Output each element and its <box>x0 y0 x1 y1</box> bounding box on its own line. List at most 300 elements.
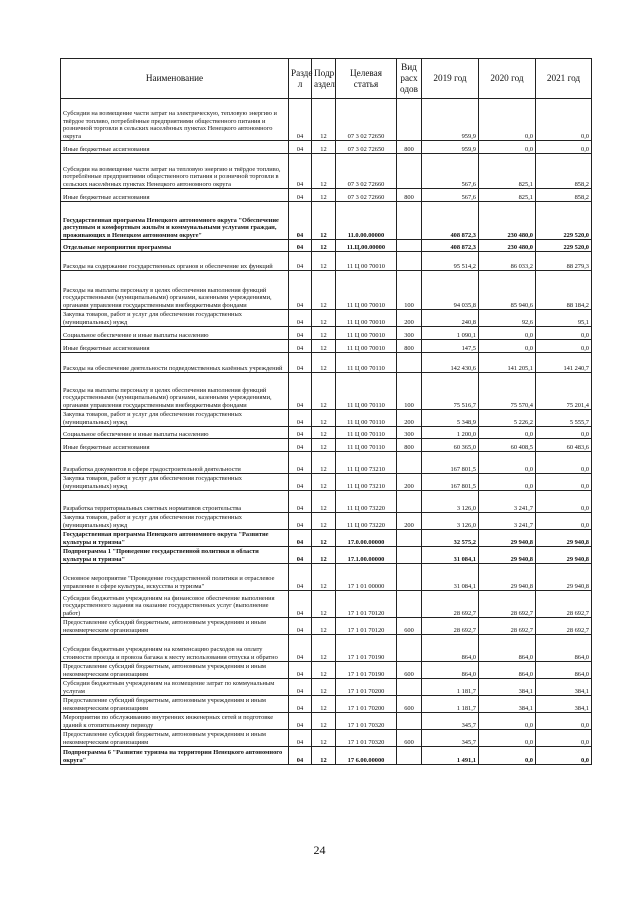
row-name: Расходы на выплаты персоналу в целях обеспечения выполнения функций государственными (муниципальными) органами, казенными учреждениями, органами управления государственными внебюджетными фондами <box>61 373 289 410</box>
row-value-2019: 31 084,1 <box>422 547 479 564</box>
row-value-2021: 0,0 <box>536 427 592 439</box>
row-podrazdel: 12 <box>312 513 336 530</box>
row-value-2019: 167 801,5 <box>422 452 479 474</box>
row-target-article: 11.Ц.00.00000 <box>336 240 397 252</box>
row-expense-type: 600 <box>397 618 422 635</box>
row-value-2020: 29 940,8 <box>479 564 536 591</box>
row-expense-type: 600 <box>397 662 422 679</box>
row-target-article: 17.0.00.00000 <box>336 530 397 547</box>
row-podrazdel: 12 <box>312 340 336 353</box>
row-value-2019: 75 516,7 <box>422 373 479 410</box>
row-value-2019: 864,0 <box>422 662 479 679</box>
row-target-article: 17 1 01 70120 <box>336 591 397 618</box>
row-value-2021: 60 483,6 <box>536 439 592 452</box>
row-value-2019: 567,6 <box>422 154 479 189</box>
row-value-2019: 864,0 <box>422 635 479 662</box>
row-razdel: 04 <box>289 427 312 439</box>
row-value-2021: 75 201,4 <box>536 373 592 410</box>
table-row <box>61 530 592 547</box>
row-target-article: 07 3 02 72660 <box>336 189 397 202</box>
row-podrazdel: 12 <box>312 618 336 635</box>
row-value-2020: 0,0 <box>479 141 536 154</box>
row-value-2021: 0,0 <box>536 141 592 154</box>
row-razdel: 04 <box>289 513 312 530</box>
row-expense-type: 200 <box>397 310 422 327</box>
row-razdel: 04 <box>289 474 312 491</box>
table-row <box>61 202 592 240</box>
row-expense-type <box>397 713 422 730</box>
row-value-2021: 29 940,8 <box>536 547 592 564</box>
table-row <box>61 439 592 452</box>
row-value-2019: 959,9 <box>422 141 479 154</box>
row-expense-type <box>397 564 422 591</box>
row-expense-type: 100 <box>397 271 422 310</box>
row-podrazdel: 12 <box>312 713 336 730</box>
row-name: Субсидии на возмещение части затрат на электрическую, тепловую энергию и твёрдое топливо, потреблённые предприятиями общественного питания и розничной торговли в сельских населённых пунктах Ненецкого автономного округа <box>61 99 289 141</box>
row-razdel: 04 <box>289 327 312 340</box>
row-target-article: 07 3 02 72660 <box>336 154 397 189</box>
row-expense-type: 200 <box>397 474 422 491</box>
row-value-2020: 28 692,7 <box>479 591 536 618</box>
row-target-article: 11 Ц 00 70010 <box>336 252 397 271</box>
row-razdel: 04 <box>289 340 312 353</box>
row-target-article: 11 Ц 00 70110 <box>336 353 397 373</box>
row-name: Государственная программа Ненецкого автономного округа "Развитие культуры и туризма" <box>61 530 289 547</box>
row-value-2019: 1 491,1 <box>422 747 479 765</box>
table-row <box>61 618 592 635</box>
row-razdel: 04 <box>289 730 312 747</box>
header-year-2021: 2021 год <box>536 59 592 99</box>
row-name: Предоставление субсидий бюджетным, автономным учреждениям и иным некоммерческим организациям <box>61 618 289 635</box>
table-row <box>61 513 592 530</box>
row-value-2019: 1 181,7 <box>422 696 479 713</box>
row-razdel: 04 <box>289 141 312 154</box>
row-value-2020: 384,1 <box>479 696 536 713</box>
row-expense-type: 200 <box>397 513 422 530</box>
row-razdel: 04 <box>289 635 312 662</box>
header-target-article: Целевая статья <box>336 59 397 99</box>
row-target-article: 11 Ц 00 70010 <box>336 271 397 310</box>
row-value-2020: 0,0 <box>479 730 536 747</box>
row-expense-type: 800 <box>397 340 422 353</box>
row-expense-type: 800 <box>397 439 422 452</box>
row-razdel: 04 <box>289 99 312 141</box>
row-name: Субсидии бюджетным учреждениям на возмещение затрат по коммунальным услугам <box>61 679 289 696</box>
table-row <box>61 635 592 662</box>
row-podrazdel: 12 <box>312 530 336 547</box>
row-value-2021: 864,0 <box>536 662 592 679</box>
row-value-2020: 141 205,1 <box>479 353 536 373</box>
row-razdel: 04 <box>289 310 312 327</box>
table-row <box>61 189 592 202</box>
row-expense-type: 300 <box>397 327 422 340</box>
row-name: Закупка товаров, работ и услуг для обеспечения государственных (муниципальных) нужд <box>61 513 289 530</box>
table-row <box>61 564 592 591</box>
row-podrazdel: 12 <box>312 635 336 662</box>
row-razdel: 04 <box>289 618 312 635</box>
row-value-2020: 230 480,0 <box>479 202 536 240</box>
row-expense-type: 200 <box>397 410 422 427</box>
row-name: Иные бюджетные ассигнования <box>61 141 289 154</box>
row-razdel: 04 <box>289 452 312 474</box>
row-razdel: 04 <box>289 662 312 679</box>
row-value-2019: 1 090,1 <box>422 327 479 340</box>
row-target-article: 11 Ц 00 70010 <box>336 340 397 353</box>
row-value-2021: 29 940,8 <box>536 530 592 547</box>
row-target-article: 11 Ц 00 70010 <box>336 327 397 340</box>
row-target-article: 11 Ц 00 70110 <box>336 373 397 410</box>
row-podrazdel: 12 <box>312 373 336 410</box>
row-target-article: 11 Ц 00 73210 <box>336 474 397 491</box>
row-podrazdel: 12 <box>312 696 336 713</box>
row-value-2021: 384,1 <box>536 679 592 696</box>
table-row <box>61 373 592 410</box>
row-value-2021: 29 940,8 <box>536 564 592 591</box>
row-target-article: 17 1 01 70190 <box>336 662 397 679</box>
row-value-2021: 0,0 <box>536 513 592 530</box>
row-name: Расходы на выплаты персоналу в целях обеспечения выполнения функций государственными (муниципальными) органами, казенными учреждениями, органами управления государственными внебюджетными фондами <box>61 271 289 310</box>
row-name: Предоставление субсидий бюджетным, автономным учреждениям и иным некоммерческим организациям <box>61 696 289 713</box>
row-value-2019: 147,5 <box>422 340 479 353</box>
page-number: 24 <box>313 843 326 857</box>
row-target-article: 17 1 01 70120 <box>336 618 397 635</box>
row-podrazdel: 12 <box>312 353 336 373</box>
row-podrazdel: 12 <box>312 452 336 474</box>
row-expense-type: 800 <box>397 189 422 202</box>
header-name: Наименование <box>61 59 289 99</box>
row-target-article: 17 1 01 70320 <box>336 713 397 730</box>
row-expense-type: 600 <box>397 730 422 747</box>
header-row <box>61 59 592 99</box>
row-value-2021: 0,0 <box>536 474 592 491</box>
row-name: Социальное обеспечение и иные выплаты населению <box>61 427 289 439</box>
row-podrazdel: 12 <box>312 310 336 327</box>
row-value-2021: 0,0 <box>536 327 592 340</box>
row-value-2021: 229 520,0 <box>536 202 592 240</box>
row-target-article: 11.0.00.00000 <box>336 202 397 240</box>
row-target-article: 17 6.00.00000 <box>336 747 397 765</box>
header-expense-type: Вид расх одов <box>397 59 422 99</box>
row-value-2019: 408 872,3 <box>422 202 479 240</box>
row-podrazdel: 12 <box>312 327 336 340</box>
row-value-2021: 0,0 <box>536 491 592 513</box>
table-row <box>61 410 592 427</box>
table-row <box>61 696 592 713</box>
table-row <box>61 747 592 765</box>
row-name: Расходы на обеспечение деятельности подведомственных казённых учреждений <box>61 353 289 373</box>
row-target-article: 11 Ц 00 73220 <box>336 491 397 513</box>
row-target-article: 17 1 01 70200 <box>336 679 397 696</box>
header-podrazdel: Подр аздел <box>312 59 336 99</box>
row-target-article: 17 1 01 70200 <box>336 696 397 713</box>
row-value-2020: 0,0 <box>479 452 536 474</box>
row-value-2019: 959,9 <box>422 99 479 141</box>
row-value-2019: 94 035,8 <box>422 271 479 310</box>
row-razdel: 04 <box>289 530 312 547</box>
row-target-article: 17 1 01 70320 <box>336 730 397 747</box>
row-value-2019: 240,8 <box>422 310 479 327</box>
row-razdel: 04 <box>289 353 312 373</box>
row-value-2021: 0,0 <box>536 747 592 765</box>
table-body <box>61 99 592 765</box>
row-razdel: 04 <box>289 591 312 618</box>
row-value-2020: 92,6 <box>479 310 536 327</box>
row-value-2021: 858,2 <box>536 154 592 189</box>
row-target-article: 07 3 02 72650 <box>336 99 397 141</box>
row-podrazdel: 12 <box>312 474 336 491</box>
row-value-2020: 0,0 <box>479 340 536 353</box>
row-podrazdel: 12 <box>312 439 336 452</box>
row-value-2021: 28 692,7 <box>536 618 592 635</box>
row-value-2021: 0,0 <box>536 452 592 474</box>
row-podrazdel: 12 <box>312 252 336 271</box>
row-name: Иные бюджетные ассигнования <box>61 340 289 353</box>
table-row <box>61 353 592 373</box>
table-row <box>61 427 592 439</box>
row-value-2021: 5 555,7 <box>536 410 592 427</box>
table-row <box>61 730 592 747</box>
row-value-2019: 167 801,5 <box>422 474 479 491</box>
row-name: Предоставление субсидий бюджетным, автономным учреждениям и иным некоммерческим организациям <box>61 662 289 679</box>
row-value-2021: 0,0 <box>536 340 592 353</box>
row-razdel: 04 <box>289 189 312 202</box>
row-value-2020: 29 940,8 <box>479 530 536 547</box>
row-podrazdel: 12 <box>312 679 336 696</box>
row-value-2020: 60 408,5 <box>479 439 536 452</box>
row-podrazdel: 12 <box>312 747 336 765</box>
row-target-article: 11 Ц 00 70010 <box>336 310 397 327</box>
row-name: Подпрограмма 6 "Развитие туризма на территории Ненецкого автономного округа" <box>61 747 289 765</box>
row-target-article: 11 Ц 00 70110 <box>336 410 397 427</box>
row-name: Иные бюджетные ассигнования <box>61 189 289 202</box>
row-razdel: 04 <box>289 252 312 271</box>
row-name: Подпрограмма 1 "Проведение государственной политики в области культуры и туризма" <box>61 547 289 564</box>
row-value-2020: 230 480,0 <box>479 240 536 252</box>
row-name: Закупка товаров, работ и услуг для обеспечения государственных (муниципальных) нужд <box>61 410 289 427</box>
row-podrazdel: 12 <box>312 564 336 591</box>
row-expense-type <box>397 452 422 474</box>
row-value-2020: 384,1 <box>479 679 536 696</box>
row-name: Иные бюджетные ассигнования <box>61 439 289 452</box>
row-value-2020: 86 033,2 <box>479 252 536 271</box>
row-value-2021: 858,2 <box>536 189 592 202</box>
row-value-2019: 28 692,7 <box>422 591 479 618</box>
row-value-2019: 345,7 <box>422 713 479 730</box>
row-value-2019: 5 348,9 <box>422 410 479 427</box>
row-razdel: 04 <box>289 202 312 240</box>
row-podrazdel: 12 <box>312 189 336 202</box>
row-razdel: 04 <box>289 564 312 591</box>
row-value-2021: 95,1 <box>536 310 592 327</box>
row-target-article: 17.1.00.00000 <box>336 547 397 564</box>
table-row <box>61 547 592 564</box>
row-podrazdel: 12 <box>312 730 336 747</box>
row-value-2020: 0,0 <box>479 474 536 491</box>
row-value-2020: 825,1 <box>479 154 536 189</box>
row-target-article: 17 1 01 70190 <box>336 635 397 662</box>
row-value-2021: 864,0 <box>536 635 592 662</box>
table-row <box>61 679 592 696</box>
row-name: Мероприятия по обслуживанию внутренних инженерных сетей и подготовке зданий к отопительному периоду <box>61 713 289 730</box>
row-value-2019: 345,7 <box>422 730 479 747</box>
table-row <box>61 154 592 189</box>
row-target-article: 11 Ц 00 73220 <box>336 513 397 530</box>
row-podrazdel: 12 <box>312 491 336 513</box>
row-razdel: 04 <box>289 271 312 310</box>
row-podrazdel: 12 <box>312 591 336 618</box>
row-value-2020: 0,0 <box>479 713 536 730</box>
row-expense-type <box>397 591 422 618</box>
row-value-2019: 567,6 <box>422 189 479 202</box>
row-value-2021: 0,0 <box>536 713 592 730</box>
row-value-2019: 3 126,0 <box>422 513 479 530</box>
row-expense-type <box>397 747 422 765</box>
row-name: Социальное обеспечение и иные выплаты населению <box>61 327 289 340</box>
row-podrazdel: 12 <box>312 202 336 240</box>
row-expense-type <box>397 530 422 547</box>
row-expense-type <box>397 154 422 189</box>
row-value-2020: 3 241,7 <box>479 491 536 513</box>
row-name: Разработка территориальных сметных нормативов строительства <box>61 491 289 513</box>
row-name: Закупка товаров, работ и услуг для обеспечения государственных (муниципальных) нужд <box>61 474 289 491</box>
row-expense-type <box>397 679 422 696</box>
table-row <box>61 452 592 474</box>
row-name: Предоставление субсидий бюджетным, автономным учреждениям и иным некоммерческим организациям <box>61 730 289 747</box>
row-name: Разработка документов в сфере градостроительной деятельности <box>61 452 289 474</box>
row-razdel: 04 <box>289 491 312 513</box>
row-name: Основное мероприятие "Проведение государственной политики и отраслевое управление в сфере культуры, искусства и туризма" <box>61 564 289 591</box>
row-expense-type <box>397 353 422 373</box>
row-target-article: 11 Ц 00 73210 <box>336 452 397 474</box>
row-value-2020: 0,0 <box>479 427 536 439</box>
row-value-2019: 3 126,0 <box>422 491 479 513</box>
row-podrazdel: 12 <box>312 427 336 439</box>
row-expense-type: 800 <box>397 141 422 154</box>
row-value-2021: 0,0 <box>536 99 592 141</box>
row-value-2021: 0,0 <box>536 730 592 747</box>
row-expense-type: 100 <box>397 373 422 410</box>
row-value-2019: 1 181,7 <box>422 679 479 696</box>
budget-table <box>60 58 592 765</box>
row-value-2019: 95 514,2 <box>422 252 479 271</box>
row-expense-type <box>397 240 422 252</box>
table-row <box>61 252 592 271</box>
row-value-2020: 864,0 <box>479 635 536 662</box>
row-razdel: 04 <box>289 154 312 189</box>
row-name: Субсидии бюджетным учреждениям на финансовое обеспечение выполнения государственного задания на оказание государственных услуг (выполнение работ) <box>61 591 289 618</box>
row-value-2020: 825,1 <box>479 189 536 202</box>
row-value-2019: 60 365,0 <box>422 439 479 452</box>
row-expense-type: 600 <box>397 696 422 713</box>
table-row <box>61 340 592 353</box>
row-value-2020: 75 570,4 <box>479 373 536 410</box>
row-podrazdel: 12 <box>312 410 336 427</box>
row-razdel: 04 <box>289 547 312 564</box>
table-row <box>61 662 592 679</box>
row-value-2019: 32 575,2 <box>422 530 479 547</box>
row-value-2019: 31 084,1 <box>422 564 479 591</box>
row-target-article: 11 Ц 00 70110 <box>336 439 397 452</box>
row-name: Государственная программа Ненецкого автономного округа "Обеспечение доступным и комфортным жильём и коммунальными услугами граждан, проживающих в Ненецком автономном округе" <box>61 202 289 240</box>
row-expense-type <box>397 99 422 141</box>
row-podrazdel: 12 <box>312 240 336 252</box>
row-expense-type: 300 <box>397 427 422 439</box>
row-value-2019: 408 872,3 <box>422 240 479 252</box>
row-razdel: 04 <box>289 410 312 427</box>
header-razdel: Разде л <box>289 59 312 99</box>
row-razdel: 04 <box>289 240 312 252</box>
row-razdel: 04 <box>289 713 312 730</box>
row-value-2019: 1 200,0 <box>422 427 479 439</box>
row-podrazdel: 12 <box>312 99 336 141</box>
row-value-2020: 29 940,8 <box>479 547 536 564</box>
row-name: Отдельные мероприятия программы <box>61 240 289 252</box>
row-razdel: 04 <box>289 373 312 410</box>
row-name: Расходы на содержание государственных органов и обеспечение их функций <box>61 252 289 271</box>
row-expense-type <box>397 202 422 240</box>
row-value-2020: 0,0 <box>479 99 536 141</box>
row-value-2019: 28 692,7 <box>422 618 479 635</box>
table-row <box>61 310 592 327</box>
row-expense-type <box>397 252 422 271</box>
table-row <box>61 491 592 513</box>
table-row <box>61 271 592 310</box>
row-razdel: 04 <box>289 747 312 765</box>
row-value-2021: 28 692,7 <box>536 591 592 618</box>
table-row <box>61 474 592 491</box>
row-value-2021: 88 279,3 <box>536 252 592 271</box>
table-row <box>61 713 592 730</box>
row-expense-type <box>397 547 422 564</box>
row-name: Субсидии бюджетным учреждениям на компенсацию расходов на оплату стоимости проезда и провоза багажа к месту использования отпуска и обратно <box>61 635 289 662</box>
row-podrazdel: 12 <box>312 154 336 189</box>
header-year-2019: 2019 год <box>422 59 479 99</box>
row-razdel: 04 <box>289 679 312 696</box>
row-value-2021: 141 240,7 <box>536 353 592 373</box>
row-podrazdel: 12 <box>312 662 336 679</box>
table-row <box>61 141 592 154</box>
row-name: Закупка товаров, работ и услуг для обеспечения государственных (муниципальных) нужд <box>61 310 289 327</box>
table-row <box>61 99 592 141</box>
table-row <box>61 327 592 340</box>
row-value-2020: 5 226,2 <box>479 410 536 427</box>
row-value-2020: 0,0 <box>479 747 536 765</box>
row-value-2020: 3 241,7 <box>479 513 536 530</box>
row-value-2020: 0,0 <box>479 327 536 340</box>
row-expense-type <box>397 635 422 662</box>
row-expense-type <box>397 491 422 513</box>
row-value-2021: 229 520,0 <box>536 240 592 252</box>
table-row <box>61 240 592 252</box>
row-value-2020: 85 940,6 <box>479 271 536 310</box>
row-value-2021: 88 184,2 <box>536 271 592 310</box>
table-row <box>61 591 592 618</box>
row-razdel: 04 <box>289 439 312 452</box>
row-podrazdel: 12 <box>312 271 336 310</box>
header-year-2020: 2020 год <box>479 59 536 99</box>
row-value-2020: 28 692,7 <box>479 618 536 635</box>
row-value-2021: 384,1 <box>536 696 592 713</box>
row-value-2020: 864,0 <box>479 662 536 679</box>
row-razdel: 04 <box>289 696 312 713</box>
row-name: Субсидии на возмещение части затрат на тепловую энергию и твёрдое топливо, потреблённые предприятиями общественного питания и розничной торговли в сельских населённых пунктах Ненецкого автономного округа <box>61 154 289 189</box>
row-target-article: 17 1 01 00000 <box>336 564 397 591</box>
row-value-2019: 142 430,6 <box>422 353 479 373</box>
row-target-article: 11 Ц 00 70110 <box>336 427 397 439</box>
row-target-article: 07 3 02 72650 <box>336 141 397 154</box>
row-podrazdel: 12 <box>312 547 336 564</box>
row-podrazdel: 12 <box>312 141 336 154</box>
